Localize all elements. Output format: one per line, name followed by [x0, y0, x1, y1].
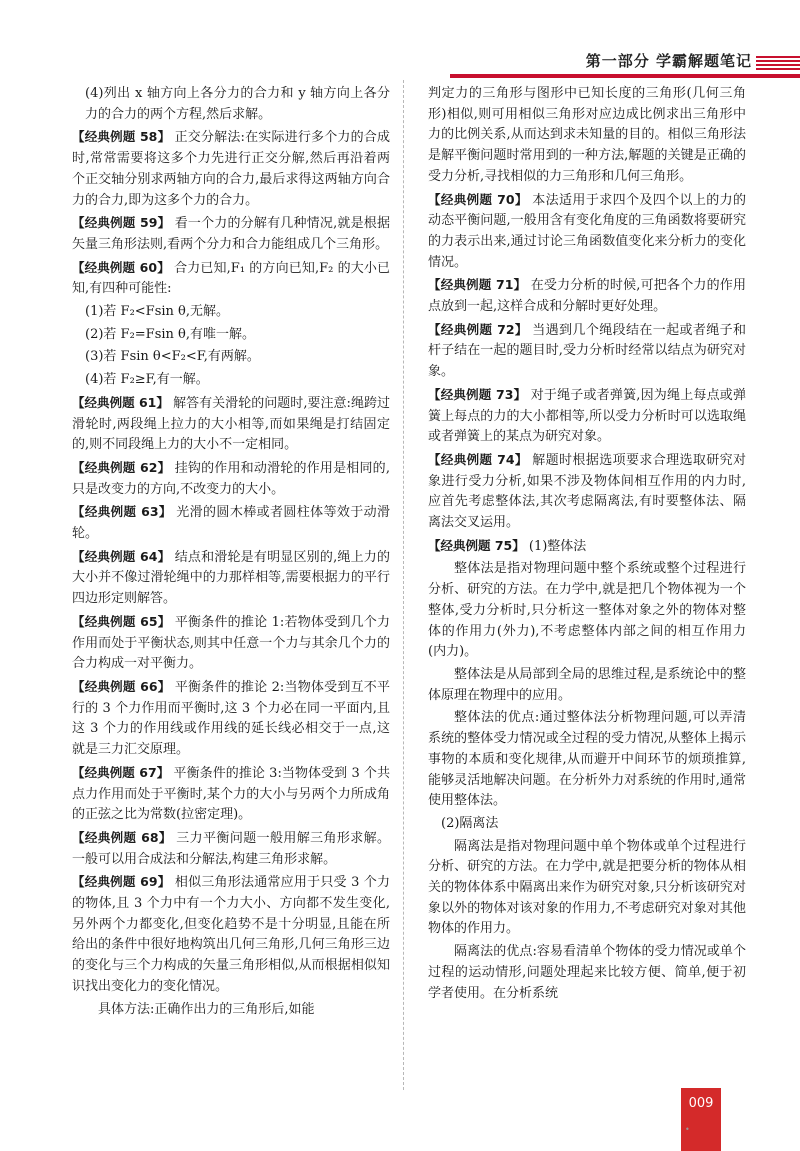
- example-tag: 【经典例题 72】: [428, 321, 528, 337]
- text-paragraph: [428, 837, 746, 941]
- paragraph-text: 看一个力的分解有几种情况,就是根据矢量三角形法则,看两个分力和合力能组成几个三角形。: [72, 216, 391, 252]
- example-paragraph: [428, 275, 746, 317]
- example-paragraph: [72, 763, 390, 826]
- example-paragraph: [72, 677, 390, 761]
- example-tag: 【经典例题 66】: [72, 678, 171, 694]
- page-number-tab: [681, 1088, 721, 1151]
- paragraph-text: 隔离法是指对物理问题中单个物体或单个过程进行分析、研究的方法。在力学中,就是把要分析的物体从相关的物体体系中隔离出来作为研究对象,只分析该研究对象以外的物体对该对象的作用力,不考虑研究对象对其他物体的作用力。: [428, 838, 746, 937]
- paragraph-text: 在受力分析的时候,可把各个力的作用点放到一起,这样合成和分解时更好处理。: [428, 278, 747, 315]
- paragraph-text: 光滑的圆木棒或者圆柱体等效于动滑轮。: [72, 505, 390, 542]
- paragraph-text: 当遇到几个绳段结在一起或者绳子和杆子结在一起的题目时,受力分析时经常以结点为研究对象。: [428, 322, 746, 380]
- right-column: [428, 84, 746, 1006]
- example-tag: 【经典例题 74】: [428, 451, 528, 467]
- example-paragraph: [428, 536, 746, 558]
- column-divider: [403, 80, 404, 1090]
- example-tag: 【经典例题 60】: [72, 259, 170, 275]
- paragraph-text: (3)若 Fsin θ<F₂<F,有两解。: [85, 349, 260, 365]
- example-tag: 【经典例题 67】: [72, 764, 170, 780]
- example-paragraph: [72, 828, 390, 870]
- paragraph-text: (2)若 F₂=Fsin θ,有唯一解。: [85, 326, 255, 342]
- example-tag: 【经典例题 62】: [72, 459, 171, 475]
- paragraph-text: 对于绳子或者弹簧,因为绳上每点或弹簧上每点的力的大小都相等,所以受力分析时可以选取绳或者弹簧上的某点为研究对象。: [428, 387, 747, 445]
- paragraph-text: 结点和滑轮是有明显区别的,绳上力的大小并不像过滑轮绳中的力那样相等,需要根据力的平行四边形定则解答。: [72, 549, 391, 607]
- example-paragraph: [428, 450, 746, 534]
- paragraph-text: 解题时根据选项要求合理选取研究对象进行受力分析,如果不涉及物体间相互作用的内力时,应首先考虑整体法,其次考虑隔离法,有时要整体法、隔离法交叉运用。: [428, 452, 746, 531]
- example-paragraph: [72, 258, 390, 300]
- paragraph-text: 合力已知,F₁ 的方向已知,F₂ 的大小已知,有四种可能性:: [72, 260, 391, 297]
- example-tag: 【经典例题 68】: [72, 829, 172, 845]
- paragraph-text: 具体方法:正确作出力的三角形后,如能: [98, 1001, 315, 1017]
- paragraph-text: (4)列出 x 轴方向上各分力的合力和 y 轴方向上各分力的合力的两个方程,然后求解。: [85, 86, 390, 122]
- left-column: [72, 84, 390, 1022]
- page-header: [450, 50, 800, 78]
- example-paragraph: [428, 320, 746, 383]
- paragraph-text: 整体法是从局部到全局的思维过程,是系统论中的整体原理在物理中的应用。: [428, 666, 746, 703]
- paragraph-text: 平衡条件的推论 2:当物体受到互不平行的 3 个力作用而平衡时,这 3 个力必在同一平面内,且这 3 个力的作用线或作用线的延长线必相交于一点,这就是三力汇交原理。: [72, 679, 390, 758]
- text-paragraph: [72, 347, 390, 368]
- example-paragraph: [72, 547, 390, 610]
- example-paragraph: [428, 385, 746, 448]
- paragraph-text: 平衡条件的推论 3:当物体受到 3 个共点力作用而处于平衡时,某个力的大小与另两个力所成角的正弦之比为常数(拉密定理)。: [72, 765, 390, 823]
- paragraph-text: 三力平衡问题一般用解三角形求解。一般可以用合成法和分解法,构建三角形求解。: [72, 830, 390, 867]
- paragraph-text: 解答有关滑轮的问题时,要注意:绳跨过滑轮时,两段绳上拉力的大小相等,而如果绳是打结固定的,则不同段绳上力的大小不一定相同。: [72, 395, 390, 453]
- example-tag: 【经典例题 71】: [428, 277, 527, 293]
- example-tag: 【经典例题 58】: [72, 129, 171, 145]
- paragraph-text: 本法适用于求四个及四个以上的力的动态平衡问题,一般用含有变化角度的三角函数将要研究的力表示出来,通过讨论三角函数值变化来分析力的变化情况。: [428, 192, 746, 270]
- example-tag: 【经典例题 75】: [428, 537, 525, 553]
- example-tag: 【经典例题 70】: [428, 191, 528, 207]
- paragraph-text: 挂钩的作用和动滑轮的作用是相同的,只是改变力的方向,不改变力的大小。: [72, 460, 391, 497]
- example-paragraph: [72, 458, 390, 500]
- paragraph-text: (1)若 F₂<Fsin θ,无解。: [85, 304, 229, 320]
- example-paragraph: [428, 190, 746, 274]
- example-tag: 【经典例题 73】: [428, 386, 527, 402]
- paragraph-text: 正交分解法:在实际进行多个力的合成时,常常需要将这多个力先进行正交分解,然后再沿着两个正交轴分别求两轴方向的合力,最后求得这两轴方向合力的合力,即为这多个力的合力。: [72, 130, 390, 208]
- example-paragraph: [72, 393, 390, 456]
- example-tag: 【经典例题 61】: [72, 394, 169, 410]
- paragraph-text: (4)若 F₂≥F,有一解。: [85, 372, 209, 388]
- paragraph-text: 整体法是指对物理问题中整个系统或整个过程进行分析、研究的方法。在力学中,就是把几个物体视为一个整体,受力分析时,只分析这一整体对象之外的物体对整体的作用力(外力),不考虑整体内部之间的相互作用力(内力)。: [428, 561, 746, 660]
- text-paragraph: [72, 302, 390, 323]
- example-tag: 【经典例题 63】: [72, 504, 172, 520]
- text-paragraph: [428, 84, 746, 188]
- example-paragraph: [72, 612, 390, 675]
- header-stripe-decoration: [756, 56, 800, 72]
- example-paragraph: [72, 213, 390, 255]
- paragraph-text: (1)整体法: [528, 538, 587, 554]
- example-tag: 【经典例题 69】: [72, 874, 171, 890]
- paragraph-text: 相似三角形法通常应用于只受 3 个力的物体,且 3 个力中有一个力大小、方向都不发生变化,另外两个力都变化,但变化趋势不是十分明显,且能在所给出的条件中很好地构筑出几何三角形,几何三角形三边的变化与三个力构成的矢量三角形相似,从而根据相似知识找出变化力的变化情况。: [72, 875, 390, 994]
- text-paragraph: [72, 325, 390, 346]
- paragraph-text: 平衡条件的推论 1:若物体受到几个力作用而处于平衡状态,则其中任意一个力与其余几个力的合力构成一对平衡力。: [72, 614, 390, 672]
- paragraph-text: 隔离法的优点:容易看清单个物体的受力情况或单个过程的运动情形,问题处理起来比较方便、简单,便于初学者使用。在分析系统: [428, 944, 746, 1001]
- paragraph-text: 判定力的三角形与图形中已知长度的三角形(几何三角形)相似,则可用相似三角形对应边成比例求出三角形中力的比例关系,从而达到求未知量的目的。相似三角形法是解平衡问题时常用到的一种方法,解题的关键是正确的受力分析,寻找相似的力三角形和几何三角形。: [428, 86, 746, 184]
- paragraph-text: (2)隔离法: [441, 815, 499, 831]
- text-paragraph: [428, 814, 746, 835]
- text-paragraph: [428, 559, 746, 663]
- text-paragraph: [72, 370, 390, 391]
- page-number: 009: [688, 1096, 714, 1111]
- example-tag: 【经典例题 59】: [72, 215, 171, 231]
- text-paragraph: [428, 708, 746, 812]
- text-paragraph: [428, 942, 746, 1004]
- example-tag: 【经典例题 64】: [72, 548, 171, 564]
- example-paragraph: [72, 872, 390, 997]
- text-paragraph: [72, 84, 390, 125]
- text-paragraph: [72, 1000, 390, 1021]
- paragraph-text: 整体法的优点:通过整体法分析物理问题,可以弄清系统的整体受力情况或全过程的受力情况,从整体上揭示事物的本质和变化规律,从而避开中间环节的烦琐推算,能够灵活地解决问题。在分析外力对系统的作用时,通常使用整体法。: [428, 710, 746, 809]
- example-paragraph: [72, 127, 390, 211]
- example-tag: 【经典例题 65】: [72, 613, 171, 629]
- header-title: 第一部分 学霸解题笔记: [585, 52, 752, 70]
- example-paragraph: [72, 502, 390, 544]
- dot-decoration: •: [685, 1125, 690, 1134]
- text-paragraph: [428, 665, 746, 706]
